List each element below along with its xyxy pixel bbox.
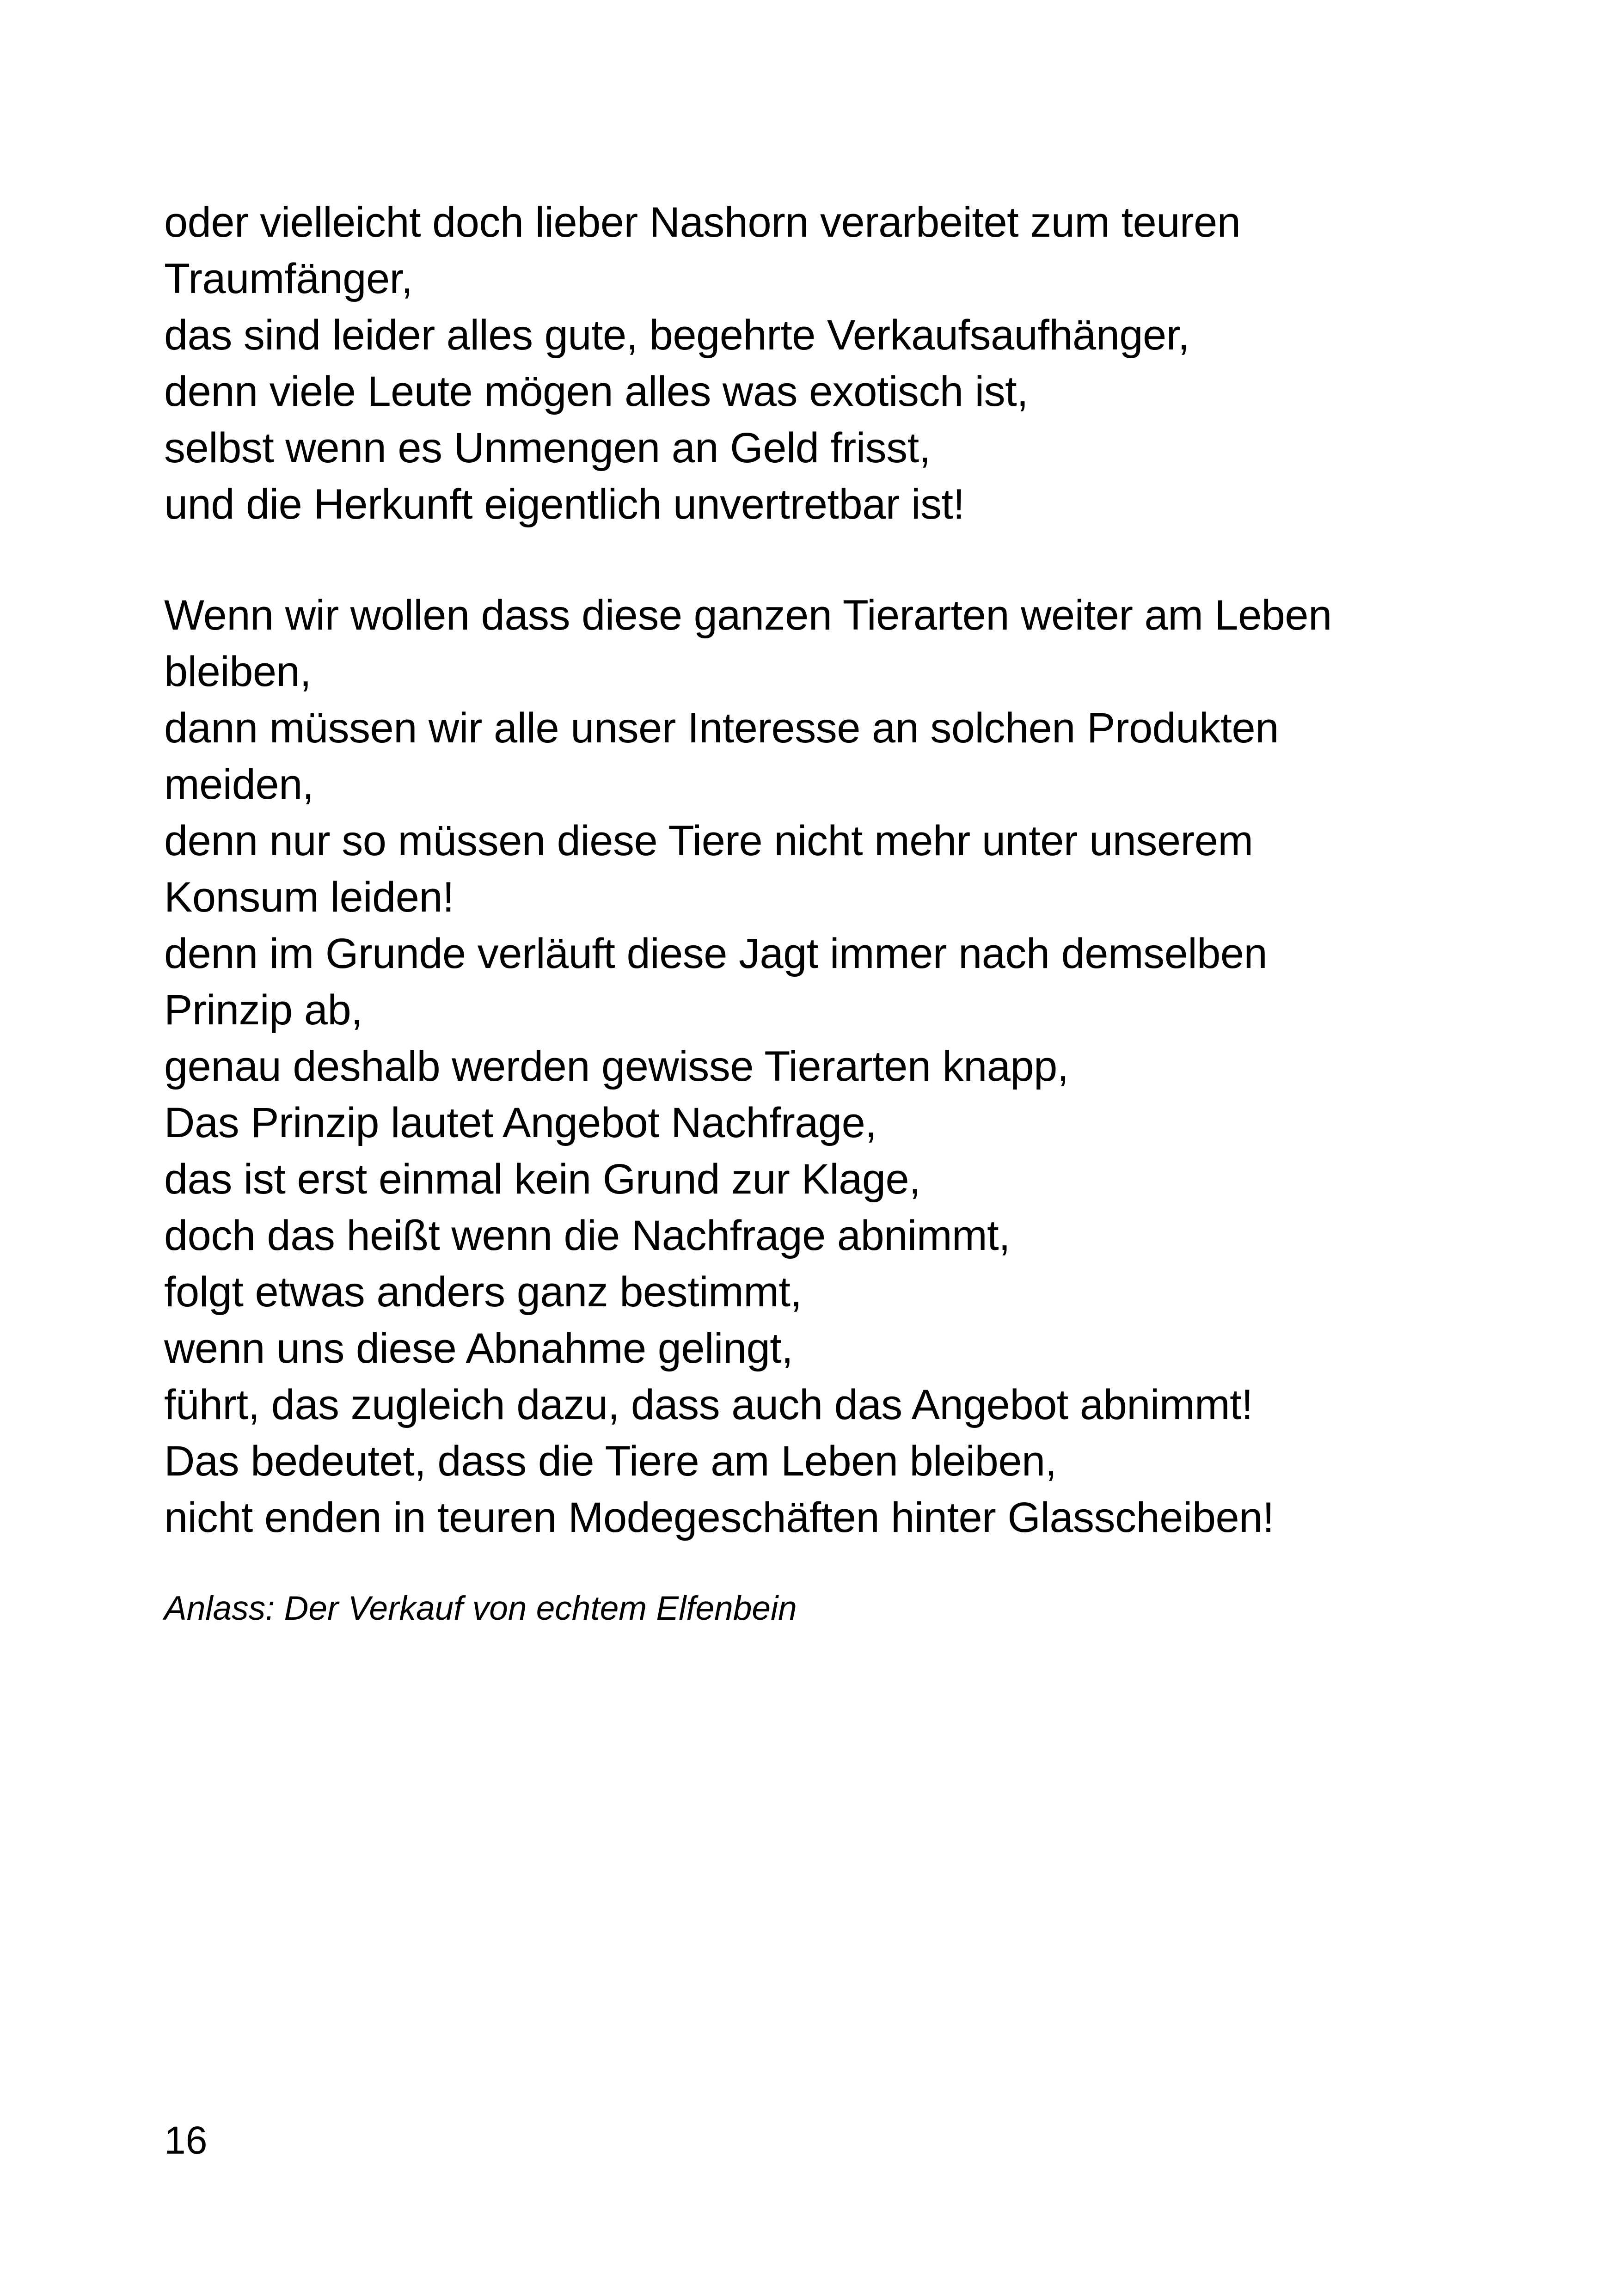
- poem-line: das ist erst einmal kein Grund zur Klage,: [164, 1156, 921, 1203]
- poem-line: wenn uns diese Abnahme gelingt,: [164, 1325, 793, 1372]
- poem-line: doch das heißt wenn die Nachfrage abnimmt,: [164, 1212, 1011, 1259]
- poem-line: bleiben,: [164, 648, 312, 695]
- poem-line: meiden,: [164, 761, 314, 808]
- poem-stanza-2: [164, 587, 1505, 1546]
- poem-line: dann müssen wir alle unser Interesse an solchen Produkten: [164, 704, 1279, 752]
- poem-line: Traumfänger,: [164, 255, 413, 302]
- poem-line: Das Prinzip lautet Angebot Nachfrage,: [164, 1099, 877, 1146]
- poem-line: folgt etwas anders ganz bestimmt,: [164, 1268, 802, 1316]
- poem-line: nicht enden in teuren Modegeschäften hinter Glasscheiben!: [164, 1494, 1274, 1541]
- poem-line: Konsum leiden!: [164, 874, 454, 921]
- poem-line: Prinzip ab,: [164, 986, 363, 1034]
- poem-line: führt, das zugleich dazu, dass auch das Angebot abnimmt!: [164, 1381, 1253, 1428]
- occasion-note: Anlass: Der Verkauf von echtem Elfenbein: [164, 1590, 797, 1627]
- poem-line: denn im Grunde verläuft diese Jagt immer nach demselben: [164, 930, 1268, 977]
- poem-line: und die Herkunft eigentlich unvertretbar ist!: [164, 481, 965, 528]
- poem-line: selbst wenn es Unmengen an Geld frisst,: [164, 424, 931, 471]
- poem-line: denn nur so müssen diese Tiere nicht mehr unter unserem: [164, 817, 1253, 864]
- poem-line: oder vielleicht doch lieber Nashorn verarbeitet zum teuren: [164, 199, 1241, 246]
- poem-stanza-1: [164, 194, 1505, 533]
- poem-line: denn viele Leute mögen alles was exotisch ist,: [164, 368, 1029, 415]
- poem-line: das sind leider alles gute, begehrte Verkaufsaufhänger,: [164, 312, 1189, 359]
- poem-line: Das bedeutet, dass die Tiere am Leben bleiben,: [164, 1438, 1057, 1485]
- poem-line: genau deshalb werden gewisse Tierarten knapp,: [164, 1043, 1069, 1090]
- page-number: 16: [164, 2118, 208, 2162]
- poem-line: Wenn wir wollen dass diese ganzen Tierarten weiter am Leben: [164, 592, 1332, 639]
